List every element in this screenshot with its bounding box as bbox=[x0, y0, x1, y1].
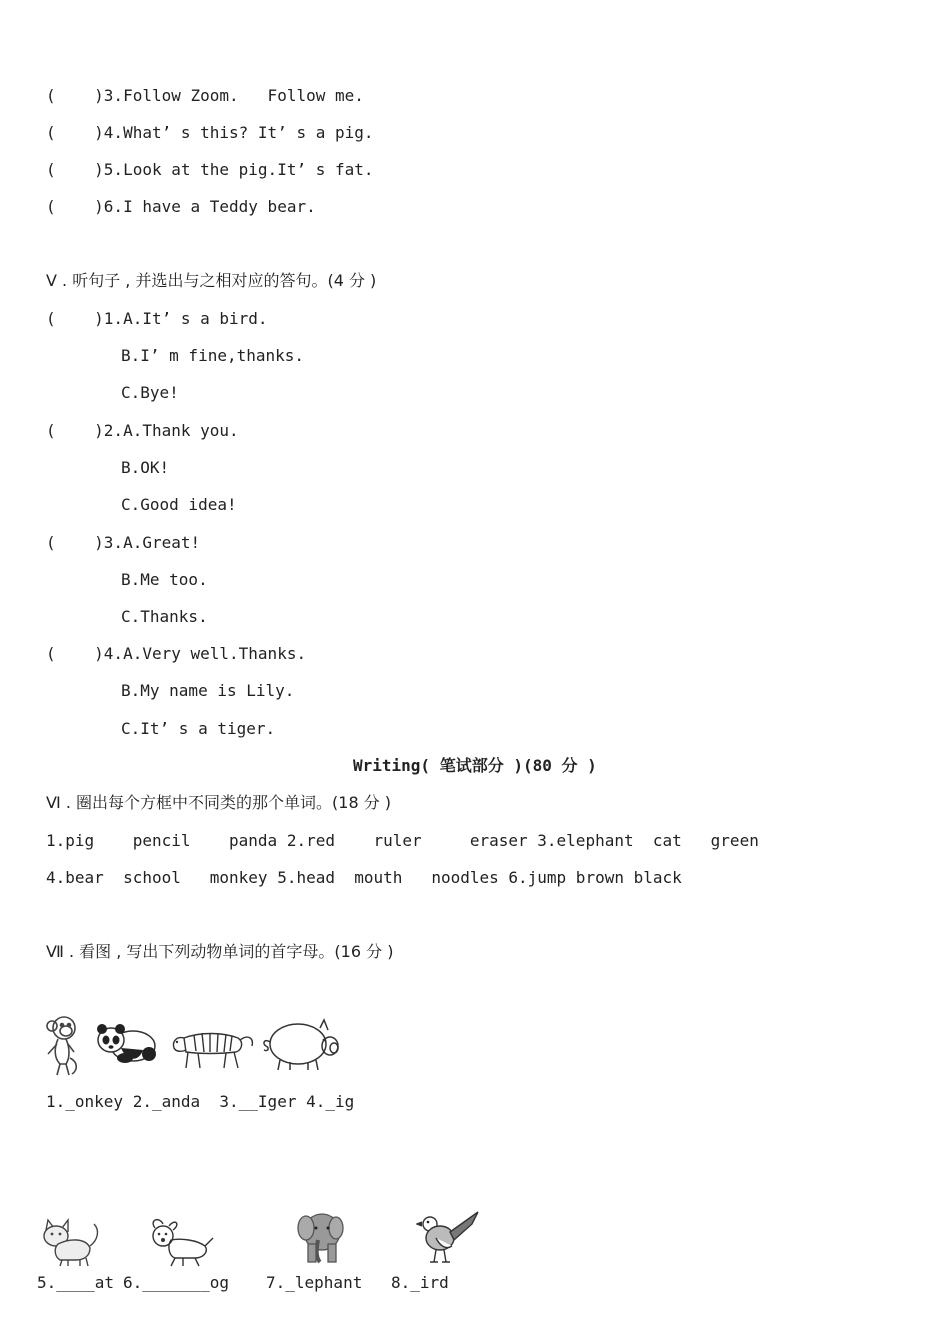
fill-item: 7._lephant bbox=[266, 1273, 363, 1292]
tiger-icon bbox=[170, 1024, 256, 1072]
bird-icon bbox=[416, 1210, 482, 1268]
question-item: ( )4.A.Very well.Thanks. bbox=[46, 644, 307, 663]
fill-item: 5.____at bbox=[37, 1273, 115, 1292]
answer-paren[interactable]: ( ) bbox=[46, 309, 104, 328]
monkey-icon bbox=[44, 1012, 82, 1078]
answer-paren[interactable]: ( ) bbox=[46, 197, 104, 216]
word-row: 4.bear school monkey 5.head mouth noodles 6.jump brown black bbox=[46, 868, 682, 887]
option-c: C.Bye! bbox=[121, 383, 179, 402]
option-b: B.My name is Lily. bbox=[121, 681, 295, 700]
fill-item: 6._______og bbox=[123, 1273, 229, 1292]
fill-item: 8._ird bbox=[391, 1273, 449, 1292]
question-item: ( )3.A.Great! bbox=[46, 533, 201, 552]
question-item: ( )4.What’ s this? It’ s a pig. bbox=[46, 123, 374, 142]
writing-title: Writing( 笔试部分 )(80 分 ) bbox=[353, 756, 597, 775]
question-item: ( )2.A.Thank you. bbox=[46, 421, 239, 440]
answer-paren[interactable]: ( ) bbox=[46, 644, 104, 663]
option-b: B.Me too. bbox=[121, 570, 208, 589]
section7-title: Ⅶ . 看图 , 写出下列动物单词的首字母。(16 分 ) bbox=[46, 942, 394, 961]
option-c: C.Thanks. bbox=[121, 607, 208, 626]
question-item: ( )1.A.It’ s a bird. bbox=[46, 309, 268, 328]
section6-title: Ⅵ . 圈出每个方框中不同类的那个单词。(18 分 ) bbox=[46, 793, 392, 812]
question-item: ( )3.Follow Zoom. Follow me. bbox=[46, 86, 364, 105]
option-b: B.OK! bbox=[121, 458, 170, 477]
answer-paren[interactable]: ( ) bbox=[46, 123, 104, 142]
fill-row: 1._onkey 2._anda 3.__Iger 4._ig bbox=[46, 1092, 355, 1111]
section5-title: Ⅴ . 听句子 , 并选出与之相对应的答句。(4 分 ) bbox=[46, 271, 377, 290]
cat-icon bbox=[40, 1216, 102, 1268]
option-b: B.I’ m fine,thanks. bbox=[121, 346, 305, 365]
option-c: C.It’ s a tiger. bbox=[121, 719, 276, 738]
pig-icon bbox=[258, 1016, 342, 1072]
question-item: ( )5.Look at the pig.It’ s fat. bbox=[46, 160, 374, 179]
question-item: ( )6.I have a Teddy bear. bbox=[46, 197, 316, 216]
answer-paren[interactable]: ( ) bbox=[46, 160, 104, 179]
option-c: C.Good idea! bbox=[121, 495, 237, 514]
answer-paren[interactable]: ( ) bbox=[46, 421, 104, 440]
answer-paren[interactable]: ( ) bbox=[46, 86, 104, 105]
word-row: 1.pig pencil panda 2.red ruler eraser 3.elephant cat green bbox=[46, 831, 759, 850]
dog-icon bbox=[145, 1216, 217, 1268]
panda-icon bbox=[93, 1018, 157, 1064]
elephant-icon bbox=[296, 1208, 344, 1266]
answer-paren[interactable]: ( ) bbox=[46, 533, 104, 552]
